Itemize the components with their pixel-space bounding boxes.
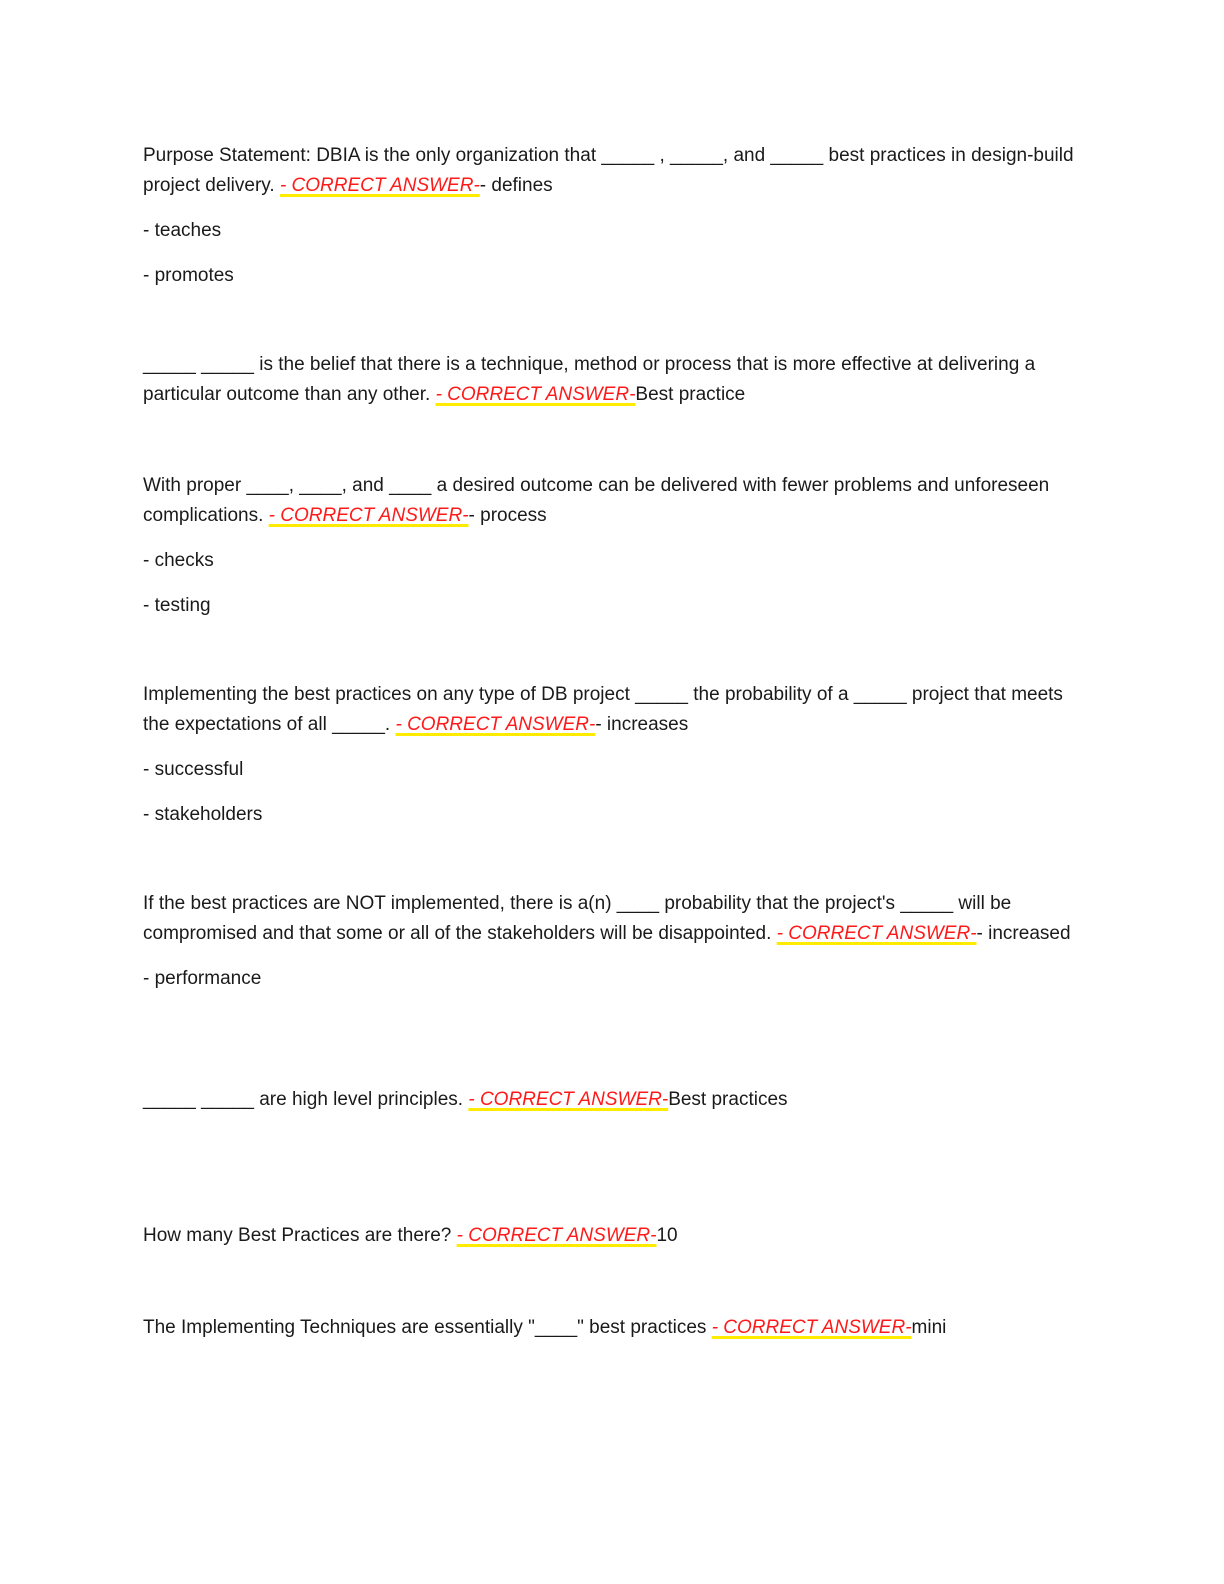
- question-prompt: If the best practices are NOT implemented, there is a(n) ____ probability that the project's _____ will be compromised and that some or all of the stakeholders will be disappointed.: [143, 893, 1012, 944]
- correct-answer-marker: - CORRECT ANSWER-: [711, 1317, 912, 1338]
- question-text: [143, 680, 1083, 740]
- question-prompt: The Implementing Techniques are essentially "____" best practices: [143, 1317, 712, 1338]
- question-prompt: _____ _____ are high level principles.: [143, 1089, 469, 1110]
- correct-answer-marker: - CORRECT ANSWER-: [395, 714, 596, 735]
- answer-text: - increases: [595, 714, 689, 735]
- answer-text: Best practice: [635, 384, 746, 405]
- flashcard-1: [143, 141, 1083, 291]
- flashcard-5: [143, 889, 1083, 994]
- flashcard-2: [143, 350, 1083, 410]
- answer-text: mini: [911, 1317, 947, 1338]
- question-prompt: Implementing the best practices on any type of DB project _____ the probability of a _____ project that meets the expectations of all _____.: [143, 684, 1063, 735]
- question-prompt: Purpose Statement: DBIA is the only organization that _____ , _____, and _____ best practices in design-build project delivery.: [143, 145, 1074, 196]
- answer-line: - teaches: [143, 220, 222, 241]
- answer-text: Best practices: [668, 1089, 788, 1110]
- question-text: [143, 141, 1083, 201]
- correct-answer-marker: - CORRECT ANSWER-: [468, 1089, 669, 1110]
- answer-line: - promotes: [143, 265, 234, 286]
- flashcard-7: [143, 1221, 1083, 1251]
- question-text: [143, 1221, 1083, 1251]
- question-text: [143, 471, 1083, 531]
- answer-text: 10: [656, 1225, 678, 1246]
- question-text: [143, 1313, 1083, 1343]
- question-text: [143, 350, 1083, 410]
- correct-answer-marker: - CORRECT ANSWER-: [435, 384, 636, 405]
- answer-text: - defines: [479, 175, 553, 196]
- question-prompt: _____ _____ is the belief that there is a technique, method or process that is more effective at delivering a particular outcome than any other.: [143, 354, 1036, 405]
- question-text: [143, 889, 1083, 949]
- correct-answer-marker: - CORRECT ANSWER-: [456, 1225, 657, 1246]
- answer-text: - increased: [976, 923, 1071, 944]
- answer-line: - performance: [143, 968, 262, 989]
- answer-line: - checks: [143, 550, 214, 571]
- correct-answer-marker: - CORRECT ANSWER-: [776, 923, 977, 944]
- correct-answer-marker: - CORRECT ANSWER-: [268, 505, 469, 526]
- correct-answer-marker: - CORRECT ANSWER-: [279, 175, 480, 196]
- answer-line: - stakeholders: [143, 804, 263, 825]
- flashcard-8: [143, 1313, 1083, 1343]
- flashcard-6: [143, 1085, 1083, 1115]
- answer-line: - successful: [143, 759, 244, 780]
- answer-line: - testing: [143, 595, 211, 616]
- flashcard-3: [143, 471, 1083, 621]
- flashcard-4: [143, 680, 1083, 830]
- answer-text: - process: [468, 505, 547, 526]
- question-prompt: With proper ____, ____, and ____ a desired outcome can be delivered with fewer problems and unforeseen complications.: [143, 475, 1050, 526]
- question-text: [143, 1085, 1083, 1115]
- question-prompt: How many Best Practices are there?: [143, 1225, 457, 1246]
